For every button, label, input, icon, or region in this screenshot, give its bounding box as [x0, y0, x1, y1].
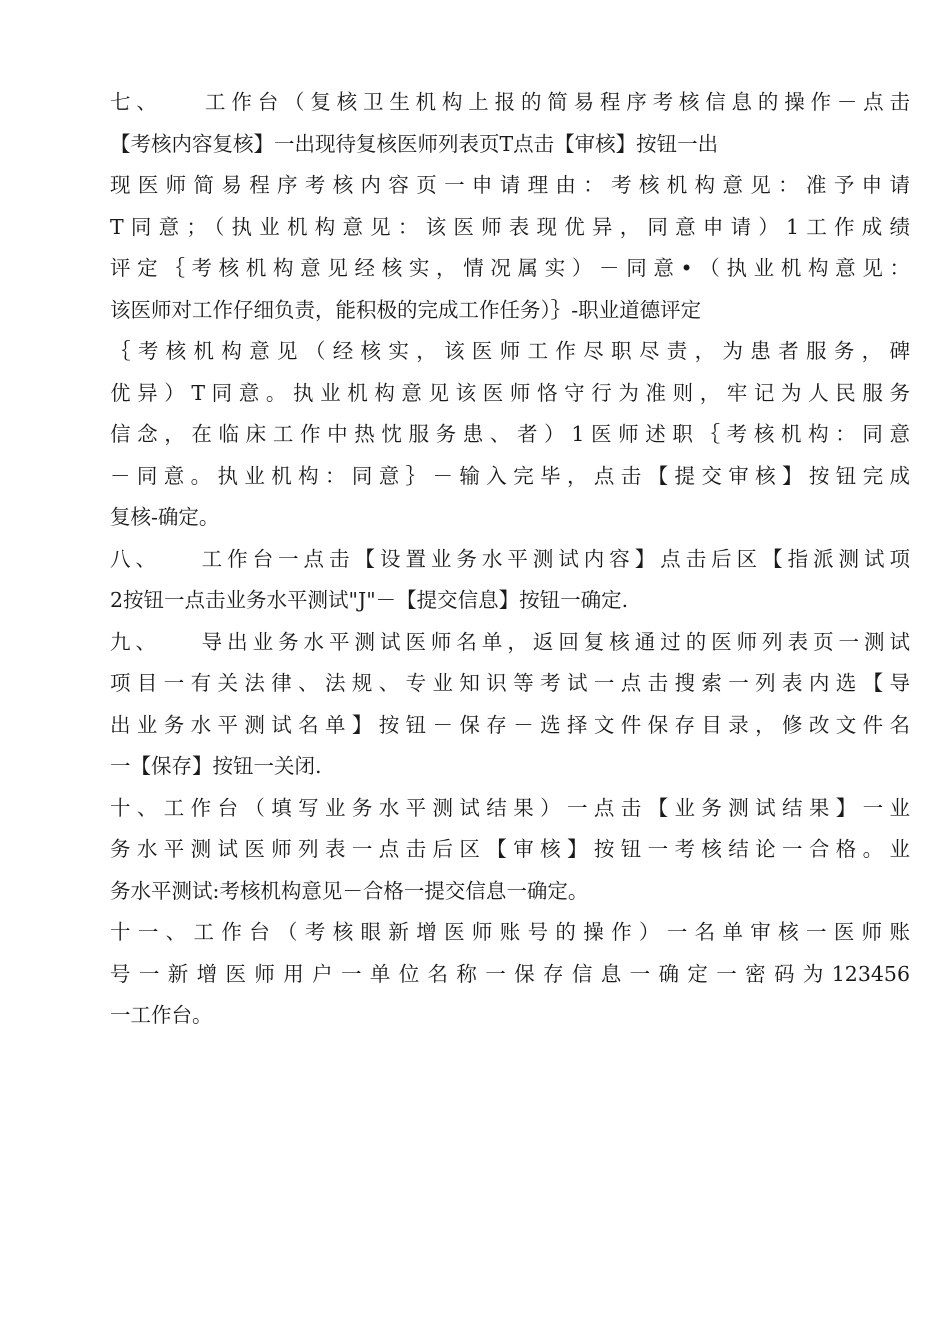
text-line: 号一新增医师用户一单位名称一保存信息一确定一密码为123456 — [110, 961, 910, 986]
text-line: 该医师对工作仔细负责，能积极的完成工作任务）｝-职业道德评定 — [110, 297, 702, 322]
text-line: －同意。执业机构：同意｝－输入完毕，点击【提交审核】按钮完成 — [110, 463, 910, 488]
text-line: 务水平测试医师列表一点击后区【审核】按钮一考核结论一合格。业 — [110, 837, 910, 861]
text-line: 一工作台。 — [110, 1003, 213, 1027]
document-page — [110, 82, 910, 1037]
text-line: T同意；（执业机构意见：该医师表现优异，同意申请）1工作成绩 — [110, 214, 910, 239]
text-line: 一【保存】按钮一关闭. — [110, 754, 322, 778]
text-line: 复核-确定。 — [110, 505, 220, 529]
text-line: 务水平测试:考核机构意见－合格一提交信息一确定。 — [110, 878, 589, 903]
text-line: 项目一有关法律、法规、专业知识等考试一点击搜索一列表内选【导 — [110, 671, 910, 695]
text-line: ｛考核机构意见（经核实，该医师工作尽职尽责，为患者服务，碑 — [110, 339, 910, 363]
text-line: 九、 导出业务水平测试医师名单，返回复核通过的医师列表页一测试 — [110, 629, 910, 654]
text-line: 出业务水平测试名单】按钮－保存－选择文件保存目录，修改文件名 — [110, 712, 910, 737]
text-line: 十一、工作台（考核眼新增医师账号的操作）一名单审核一医师账 — [110, 920, 910, 944]
text-line: 现医师简易程序考核内容页一申请理由：考核机构意见：准予申请 — [110, 173, 910, 197]
text-line: 信念，在临床工作中热忱服务患、者）1医师述职｛考核机构：同意 — [110, 422, 910, 446]
text-line: 十、工作台（填写业务水平测试结果）一点击【业务测试结果】一业 — [110, 795, 910, 820]
text-line: 2按钮一点击业务水平测试"J"－【提交信息】按钮一确定. — [110, 588, 629, 612]
text-line: 【考核内容复核】一出现待复核医师列表页T点击【审核】按钮一出 — [110, 131, 719, 156]
text-line: 七、 工作台（复核卫生机构上报的简易程序考核信息的操作－点击 — [110, 90, 910, 114]
text-line: 优异）T同意。执业机构意见该医师恪守行为准则，牢记为人民服务 — [110, 380, 910, 405]
text-line: 评定｛考核机构意见经核实，情况属实）－同意•（执业机构意见： — [110, 256, 910, 280]
text-line: 八、 工作台一点击【设置业务水平测试内容】点击后区【指派测试项 — [110, 546, 910, 571]
